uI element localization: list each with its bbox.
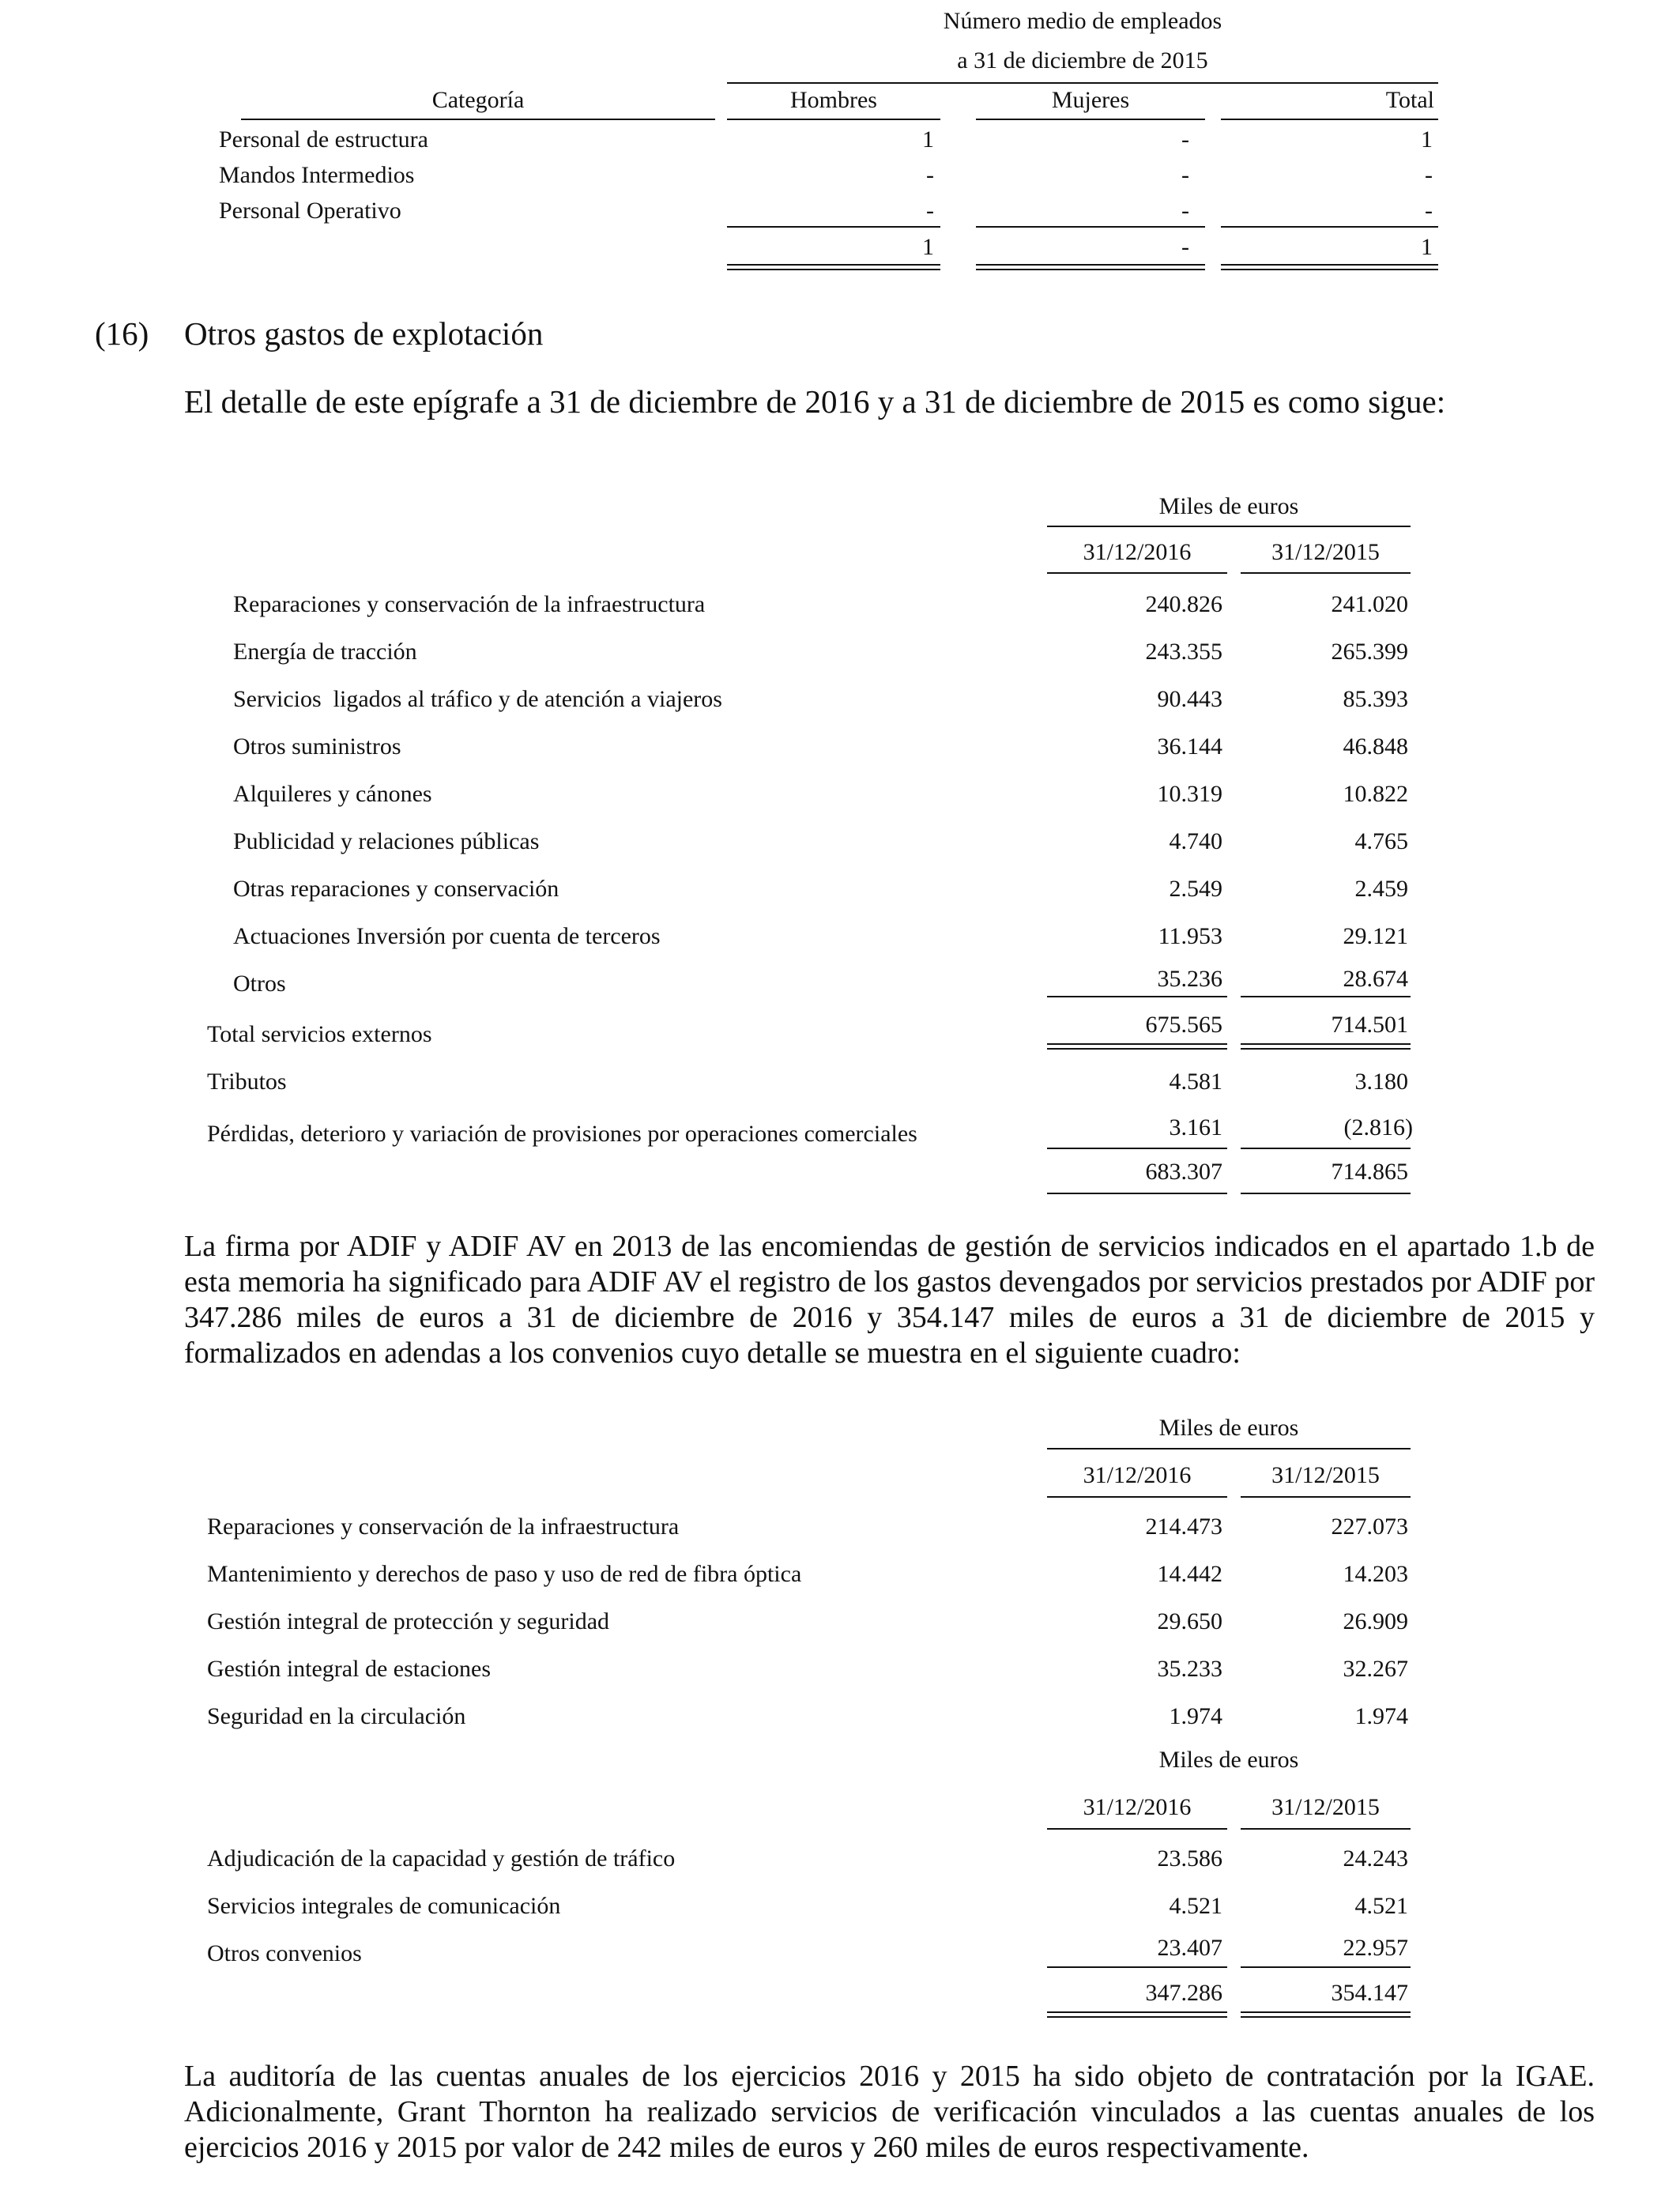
total-rule	[1241, 1148, 1411, 1149]
row-value-2016: 35.233	[1157, 1656, 1222, 1682]
col-women: Mujeres	[1051, 87, 1130, 113]
row-label: Personal Operativo	[219, 198, 401, 224]
perdidas-2015: (2.816)	[1343, 1114, 1413, 1140]
col-rule	[1241, 572, 1411, 574]
row-label: Mantenimiento y derechos de paso y uso de red de fibra óptica	[207, 1561, 802, 1587]
row-value-2015: 46.848	[1343, 733, 1408, 760]
row-label: Gestión integral de estaciones	[207, 1656, 492, 1682]
unit-header-repeat: Miles de euros	[1158, 1747, 1299, 1773]
col-total: Total	[1385, 87, 1434, 113]
men-rule	[727, 119, 940, 120]
double-rule	[1241, 1043, 1411, 1050]
total-2016: 683.307	[1145, 1159, 1222, 1185]
row-value-2016: 4.521	[1169, 1893, 1222, 1919]
row-value-2015: 2.459	[1354, 876, 1408, 902]
row-value-2015: 227.073	[1331, 1514, 1408, 1540]
row-label: Reparaciones y conservación de la infraestructura	[233, 591, 706, 617]
row-value-2016: 14.442	[1157, 1561, 1222, 1587]
col-rule	[1241, 1828, 1411, 1830]
col-2016-repeat: 31/12/2016	[1083, 1794, 1192, 1820]
col-men: Hombres	[790, 87, 877, 113]
row-value-2016: 23.407	[1157, 1935, 1222, 1961]
col-2015: 31/12/2015	[1271, 539, 1380, 565]
total-2016: 347.286	[1145, 1980, 1222, 2006]
row-value-2016: 29.650	[1157, 1608, 1222, 1634]
row-value-2016: 214.473	[1145, 1514, 1222, 1540]
row-value-2015: 241.020	[1331, 591, 1408, 617]
row-value-2015: 26.909	[1343, 1608, 1408, 1634]
row-label: Gestión integral de protección y seguridad	[207, 1608, 610, 1634]
row-label: Servicios ligados al tráfico y de atención a viajeros	[233, 686, 722, 712]
row-value-2016: 4.740	[1169, 828, 1222, 854]
row-label: Adjudicación de la capacidad y gestión de tráfico	[207, 1845, 676, 1872]
total-rule	[1241, 1966, 1411, 1968]
bottom-rule	[1241, 1193, 1411, 1194]
women-rule	[976, 119, 1205, 120]
total-2015: 354.147	[1331, 1980, 1408, 2006]
row-label: Publicidad y relaciones públicas	[233, 828, 540, 854]
tributos-label: Tributos	[207, 1069, 287, 1095]
row-value-2015: 29.121	[1343, 923, 1408, 949]
row-label: Energía de tracción	[233, 639, 417, 665]
paragraph-auditoria: La auditoría de las cuentas anuales de los ejercicios 2016 y 2015 ha sido objeto de contratación por la IGAE. Adicionalmente, Grant Thornton ha realizado servicios de verificación vinculados a las cuentas anuales de los ejercicios 2016 y 2015 por valor de 242 miles de euros y 260 miles de euros respectivamente.	[184, 2060, 1595, 2164]
col-category: Categoría	[431, 87, 525, 113]
col-rule	[1241, 1496, 1411, 1498]
double-rule	[1241, 2011, 1411, 2018]
row-value-2016: 2.549	[1169, 876, 1222, 902]
col-2016: 31/12/2016	[1083, 539, 1192, 565]
subtotal-label: Total servicios externos	[207, 1021, 432, 1047]
total-2015: 714.865	[1331, 1159, 1408, 1185]
row-value-2016: 23.586	[1157, 1845, 1222, 1872]
row-label: Otros	[233, 971, 286, 997]
paragraph-encomiendas: La firma por ADIF y ADIF AV en 2013 de las encomiendas de gestión de servicios indicados en el apartado 1.b de esta memoria ha significado para ADIF AV el registro de los gastos devengados por servicios prestados por ADIF por 347.286 miles de euros a 31 de diciembre de 2016 y 354.147 miles de euros a 31 de diciembre de 2015 y formalizados en adendas a los convenios cuyo detalle se muestra en el siguiente cuadro:	[184, 1230, 1595, 1370]
row-label: Actuaciones Inversión por cuenta de terceros	[233, 923, 661, 949]
total-men: 1	[922, 234, 934, 260]
row-value-2016: 1.974	[1169, 1703, 1222, 1729]
row-total: -	[1425, 162, 1433, 188]
row-value-2016: 240.826	[1145, 591, 1222, 617]
row-label: Reparaciones y conservación de la infraestructura	[207, 1514, 680, 1540]
double-rule	[976, 264, 1205, 270]
col-2015-repeat: 31/12/2015	[1271, 1794, 1380, 1820]
total-rule	[1047, 1966, 1227, 1968]
row-men: 1	[922, 126, 934, 153]
row-label: Mandos Intermedios	[219, 162, 415, 188]
row-value-2016: 36.144	[1157, 733, 1222, 760]
row-women: -	[1181, 162, 1189, 188]
section-title: Otros gastos de explotación	[184, 315, 544, 352]
subtotal-2016: 675.565	[1145, 1012, 1222, 1038]
section-intro: El detalle de este epígrafe a 31 de diciembre de 2016 y a 31 de diciembre de 2015 es como sigue:	[184, 383, 1446, 420]
row-value-2015: 32.267	[1343, 1656, 1408, 1682]
row-value-2015: 4.765	[1354, 828, 1408, 854]
row-value-2015: 4.521	[1354, 1893, 1408, 1919]
total-women: -	[1181, 234, 1189, 260]
row-label: Otras reparaciones y conservación	[233, 876, 559, 902]
unit-header: Miles de euros	[1158, 493, 1299, 519]
total-rule	[1221, 119, 1438, 120]
sum-rule	[727, 226, 940, 228]
col-rule	[1047, 1496, 1227, 1498]
double-rule	[727, 264, 940, 270]
col-rule	[1047, 1828, 1227, 1830]
row-women: -	[1181, 198, 1189, 224]
section-number: (16)	[95, 315, 149, 352]
bottom-rule	[1047, 1193, 1227, 1194]
row-value-2016: 11.953	[1158, 923, 1222, 949]
row-value-2015: 85.393	[1343, 686, 1408, 712]
header-rule	[727, 82, 1438, 84]
row-women: -	[1181, 126, 1189, 153]
unit-header: Miles de euros	[1158, 1415, 1299, 1441]
row-label: Seguridad en la circulación	[207, 1703, 466, 1729]
unit-rule	[1047, 526, 1411, 527]
row-label: Servicios integrales de comunicación	[207, 1893, 561, 1919]
col-2015: 31/12/2015	[1271, 1462, 1380, 1488]
row-value-2015: 1.974	[1354, 1703, 1408, 1729]
tributos-2016: 4.581	[1169, 1069, 1222, 1095]
row-value-2015: 22.957	[1343, 1935, 1408, 1961]
row-value-2016: 90.443	[1157, 686, 1222, 712]
row-value-2015: 10.822	[1343, 781, 1408, 807]
row-value-2016: 10.319	[1157, 781, 1222, 807]
row-total: -	[1425, 198, 1433, 224]
row-label: Personal de estructura	[219, 126, 428, 153]
perdidas-2016: 3.161	[1169, 1114, 1222, 1140]
row-label: Alquileres y cánones	[233, 781, 432, 807]
sum-rule	[1221, 226, 1438, 228]
double-rule	[1047, 1043, 1227, 1050]
subtotal-rule	[1047, 996, 1227, 997]
total-total: 1	[1421, 234, 1433, 260]
row-value-2016: 243.355	[1145, 639, 1222, 665]
col-2016: 31/12/2016	[1083, 1462, 1192, 1488]
double-rule	[1047, 2011, 1227, 2018]
sum-rule	[976, 226, 1205, 228]
subtotal-rule	[1241, 996, 1411, 997]
row-value-2015: 24.243	[1343, 1845, 1408, 1872]
row-value-2015: 265.399	[1331, 639, 1408, 665]
employees-header-line2: a 31 de diciembre de 2015	[957, 47, 1208, 74]
col-rule	[1047, 572, 1227, 574]
row-label: Otros convenios	[207, 1940, 362, 1966]
total-rule	[1047, 1148, 1227, 1149]
tributos-2015: 3.180	[1354, 1069, 1408, 1095]
row-value-2016: 35.236	[1157, 966, 1222, 992]
double-rule	[1221, 264, 1438, 270]
subtotal-2015: 714.501	[1331, 1012, 1408, 1038]
row-label: Otros suministros	[233, 733, 401, 760]
row-total: 1	[1421, 126, 1433, 153]
row-value-2015: 28.674	[1343, 966, 1408, 992]
category-rule	[241, 119, 715, 120]
unit-rule	[1047, 1448, 1411, 1449]
row-men: -	[926, 198, 934, 224]
row-men: -	[926, 162, 934, 188]
row-value-2015: 14.203	[1343, 1561, 1408, 1587]
perdidas-label: Pérdidas, deterioro y variación de provisiones por operaciones comerciales	[207, 1121, 917, 1147]
employees-header-line1: Número medio de empleados	[943, 8, 1222, 34]
